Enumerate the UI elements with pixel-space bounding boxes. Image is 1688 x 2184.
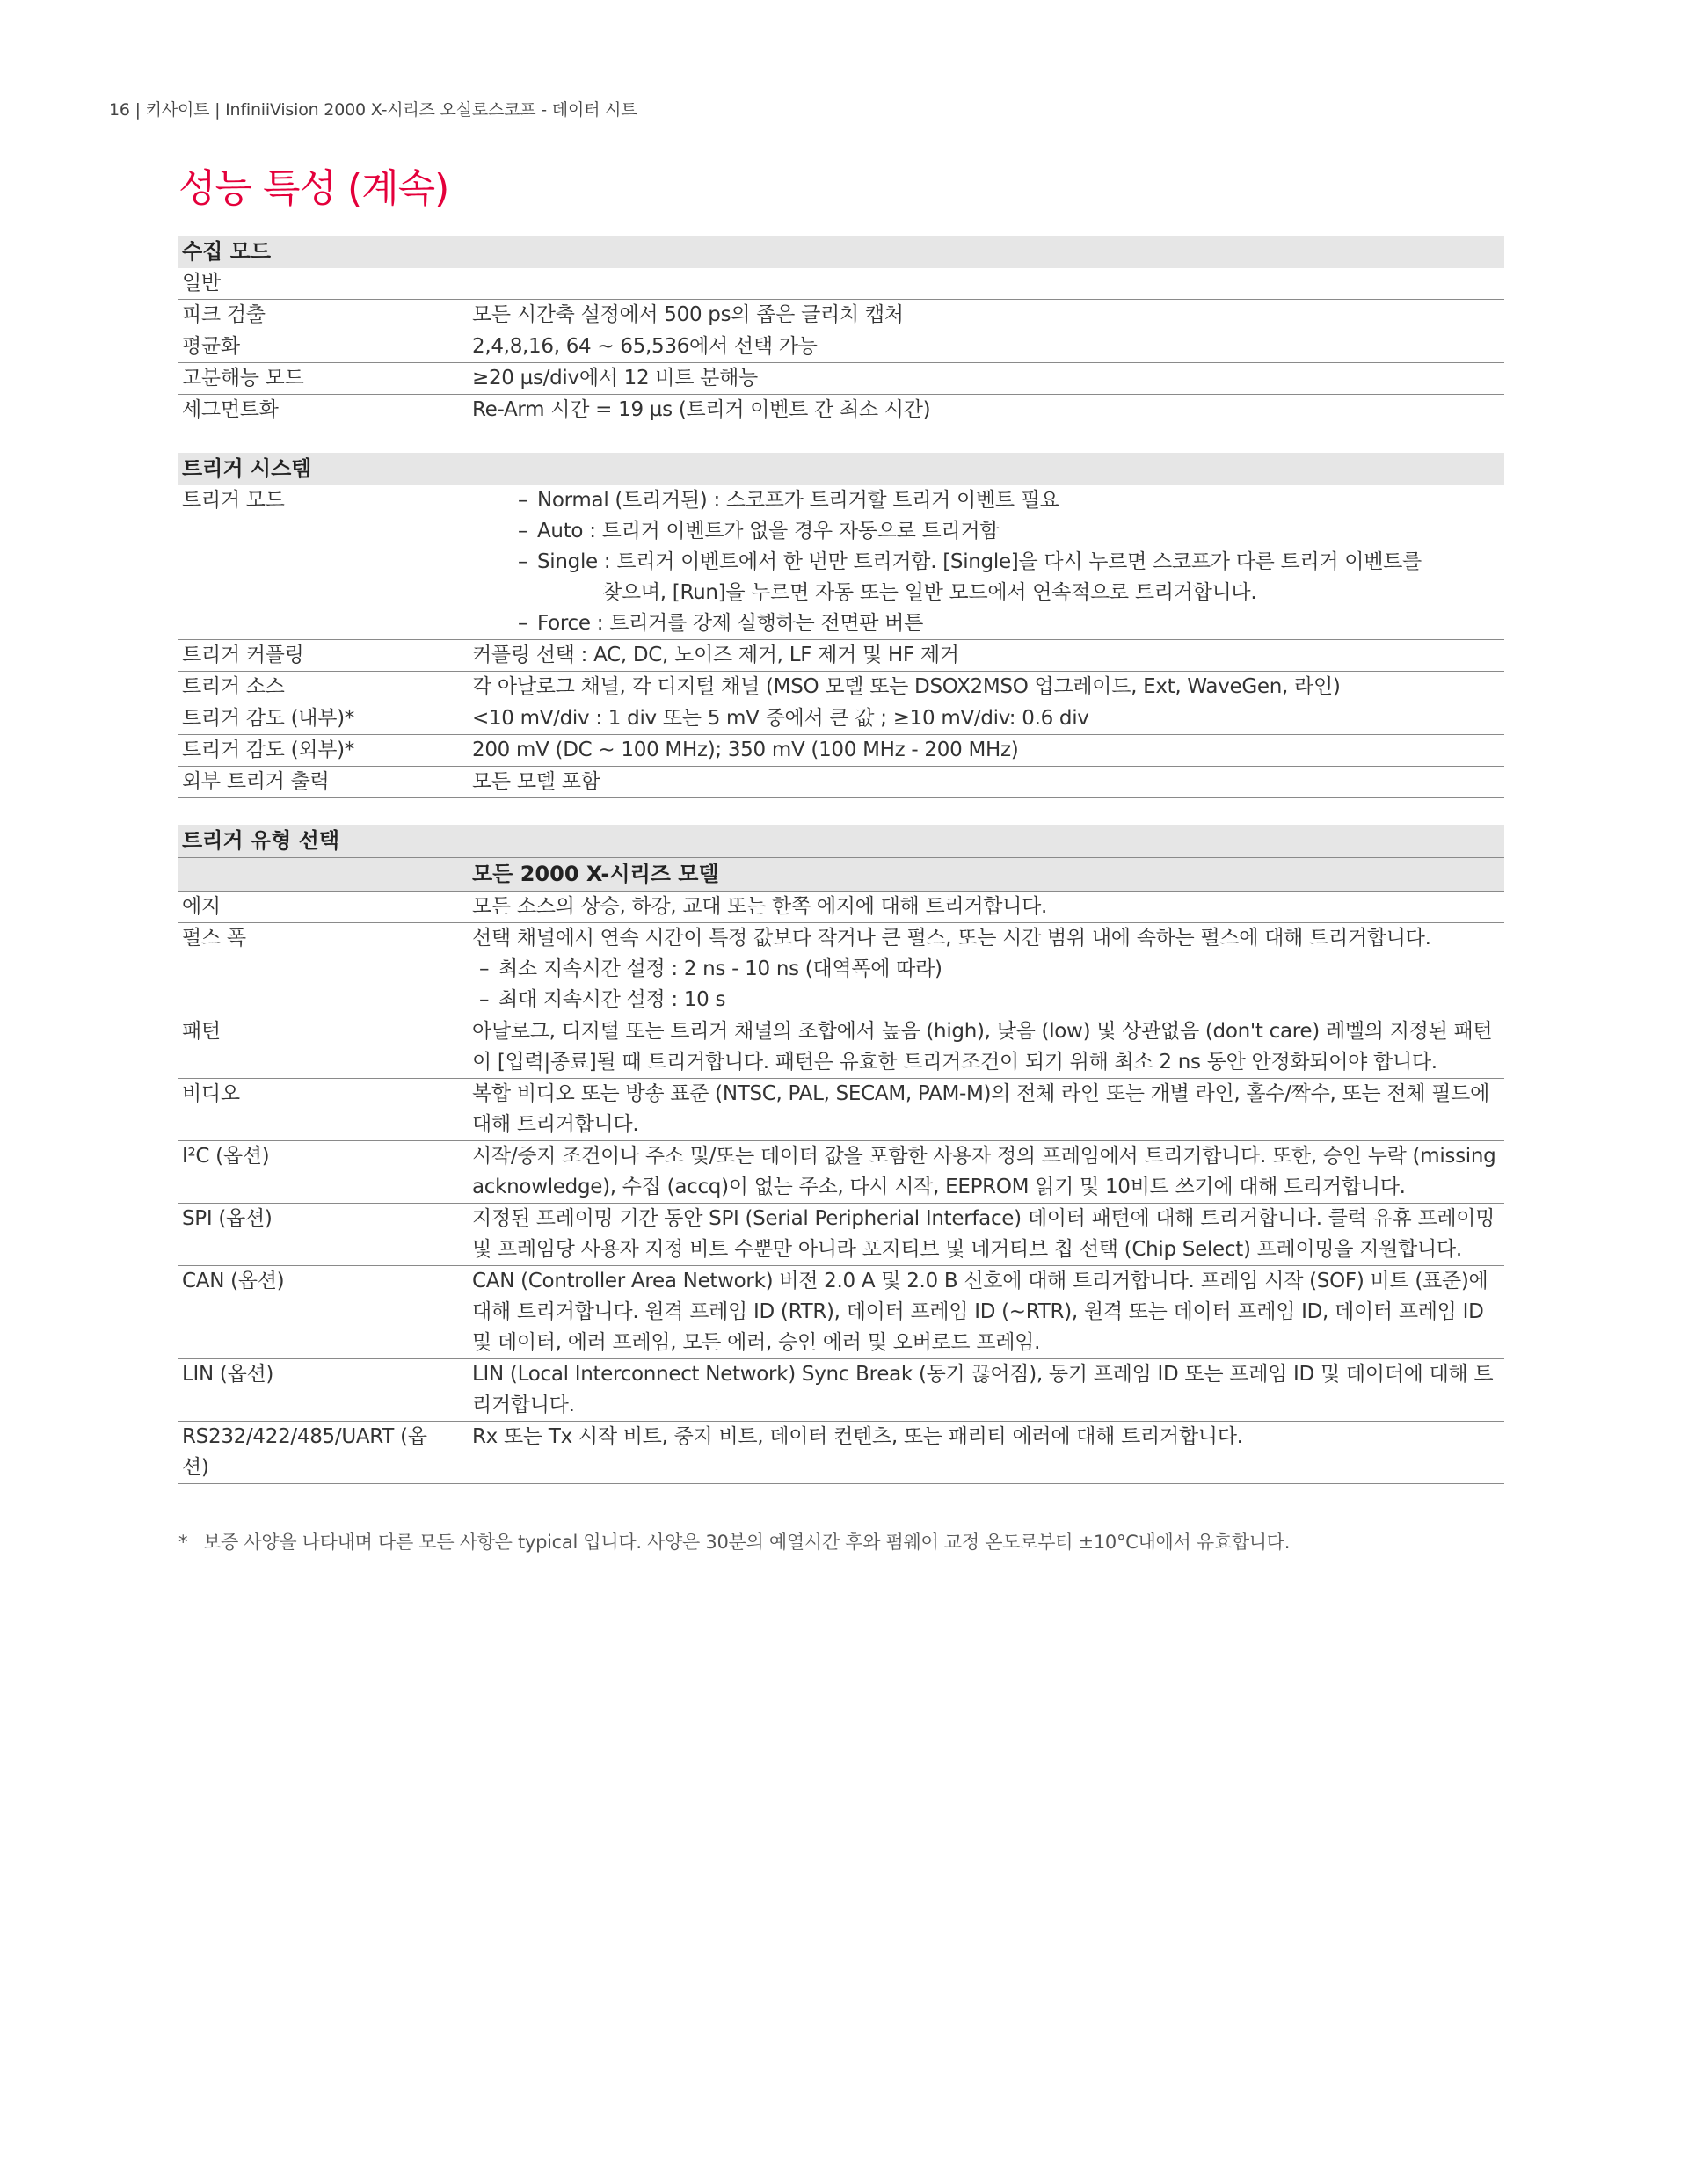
- row-value: 아날로그, 디지털 또는 트리거 채널의 조합에서 높음 (high), 낮음 (low) 및 상관없음 (don't care) 레벨의 지정된 패턴이 [입력|종료]될 때 트리거합니다. 패턴은 유효한 트리거조건이 되기 위해 최소 2 ns 동안 안정화되어야 합니다.: [472, 1020, 1493, 1074]
- table-row: [178, 923, 1504, 1016]
- table-row: [178, 1266, 1504, 1359]
- list-item: – Force : 트리거를 강제 실행하는 전면판 버튼: [511, 608, 1504, 639]
- row-label: 에지: [182, 895, 221, 918]
- table-row: [178, 1204, 1504, 1266]
- table-row: [178, 1079, 1504, 1141]
- row-value: 각 아날로그 채널, 각 디지털 채널 (MSO 모델 또는 DSOX2MSO 업그레이드, Ext, WaveGen, 라인): [472, 675, 1341, 698]
- acquisition-heading: 수집 모드: [178, 236, 1504, 268]
- row-value: 커플링 선택 : AC, DC, 노이즈 제거, LF 제거 및 HF 제거: [472, 644, 959, 666]
- trigger-mode-single-continued: 찾으며, [Run]을 누르면 자동 또는 일반 모드에서 연속적으로 트리거합니다.: [602, 581, 1257, 604]
- row-label: 트리거 커플링: [182, 644, 304, 666]
- row-value: Re-Arm 시간 = 19 µs (트리거 이벤트 간 최소 시간): [472, 398, 931, 421]
- row-value: [472, 485, 1504, 639]
- row-label: 피크 검출: [182, 303, 266, 326]
- list-item: – 최대 지속시간 설정 : 10 s: [472, 985, 1504, 1016]
- table-row: [178, 1422, 1504, 1484]
- row-label: 트리거 감도 (내부)*: [182, 707, 354, 730]
- row-value: [472, 923, 1504, 1016]
- footnote: [178, 1528, 1290, 1554]
- row-value: 모든 소스의 상승, 하강, 교대 또는 한쪽 에지에 대해 트리거합니다.: [472, 895, 1048, 918]
- table-row: [178, 268, 1504, 299]
- row-value: LIN (Local Interconnect Network) Sync Break (동기 끊어짐), 동기 프레임 ID 또는 프레임 ID 및 데이터에 대해 트리거합니다.: [472, 1363, 1494, 1416]
- table-row: [178, 672, 1504, 703]
- trigger-mode-list: [511, 608, 1504, 639]
- spec-content: [178, 236, 1504, 1511]
- trigger-mode-list: [511, 485, 1504, 578]
- table-row: [178, 891, 1504, 923]
- acquisition-section: [178, 236, 1504, 426]
- table-row: [178, 299, 1504, 331]
- list-item: – Normal (트리거된) : 스코프가 트리거할 트리거 이벤트 필요: [511, 485, 1504, 516]
- row-label: 비디오: [182, 1082, 240, 1105]
- row-value: CAN (Controller Area Network) 버전 2.0 A 및 2.0 B 신호에 대해 트리거합니다. 프레임 시작 (SOF) 비트 (표준)에 대해 트리거합니다. 원격 프레임 ID (RTR), 데이터 프레임 ID (~RTR), 원격 또는 데이터 프레임 ID, 데이터 프레임 ID 및 데이터, 에러 프레임, 모든 에러, 승인 에러 및 오버로드 프레임.: [472, 1270, 1488, 1354]
- trigger-types-section: [178, 825, 1504, 1484]
- row-value: 모든 모델 포함: [472, 770, 600, 793]
- list-item: – Single : 트리거 이벤트에서 한 번만 트리거함. [Single]을 다시 누르면 스코프가 다른 트리거 이벤트를: [511, 547, 1504, 578]
- row-value: 2,4,8,16, 64 ~ 65,536에서 선택 가능: [472, 335, 818, 358]
- list-item: – 최소 지속시간 설정 : 2 ns - 10 ns (대역폭에 따라): [472, 954, 1504, 985]
- row-label: 세그먼트화: [182, 398, 279, 421]
- table-row: [178, 331, 1504, 363]
- row-label: 트리거 모드: [182, 489, 285, 512]
- row-value: 지정된 프레이밍 기간 동안 SPI (Serial Peripherial Interface) 데이터 패턴에 대해 트리거합니다. 클럭 유휴 프레이밍 및 프레임당 사용자 지정 비트 수뿐만 아니라 포지티브 및 네거티브 칩 선택 (Chip Select) 프레이밍을 지원합니다.: [472, 1207, 1495, 1261]
- table-row: [178, 735, 1504, 767]
- row-label: 트리거 감도 (외부)*: [182, 739, 354, 761]
- footnote-mark: *: [178, 1532, 188, 1553]
- table-row: [178, 1016, 1504, 1079]
- table-row: [178, 1141, 1504, 1204]
- row-label: I²C (옵션): [182, 1145, 270, 1168]
- row-label: LIN (옵션): [182, 1363, 274, 1386]
- row-value: 모든 시간축 설정에서 500 ps의 좁은 글리치 캡처: [472, 303, 904, 326]
- row-label: 트리거 소스: [182, 675, 285, 698]
- row-label: CAN (옵션): [182, 1270, 285, 1292]
- page-header: 16 | 키사이트 | InfiniiVision 2000 X-시리즈 오실로스코프 - 데이터 시트: [109, 100, 637, 120]
- row-value: ≥20 µs/div에서 12 비트 분해능: [472, 367, 758, 389]
- pulse-width-desc: 선택 채널에서 연속 시간이 특정 값보다 작거나 큰 펄스, 또는 시간 범위 내에 속하는 펄스에 대해 트리거합니다.: [472, 927, 1431, 950]
- row-value: 200 mV (DC ~ 100 MHz); 350 mV (100 MHz - 200 MHz): [472, 739, 1019, 761]
- row-label: RS232/422/485/UART (옵션): [182, 1425, 427, 1479]
- trigger-system-section: [178, 453, 1504, 798]
- row-label: SPI (옵션): [182, 1207, 273, 1230]
- pulse-width-list: [472, 954, 1504, 1016]
- row-label: 패턴: [182, 1020, 221, 1043]
- row-value: 시작/중지 조건이나 주소 및/또는 데이터 값을 포함한 사용자 정의 프레임에서 트리거합니다. 또한, 승인 누락 (missing acknowledge), 수집 (accq)이 없는 주소, 다시 시작, EEPROM 읽기 및 10비트 쓰기에 대해 트리거합니다.: [472, 1145, 1496, 1198]
- row-value: [472, 268, 1504, 299]
- row-label: 고분해능 모드: [182, 367, 304, 389]
- row-label: 일반: [182, 272, 221, 295]
- table-row: [178, 767, 1504, 798]
- table-row: [178, 1359, 1504, 1422]
- row-label: 외부 트리거 출력: [182, 770, 330, 793]
- table-row: [178, 363, 1504, 395]
- trigger-system-heading: 트리거 시스템: [178, 453, 1504, 485]
- list-item: – Auto : 트리거 이벤트가 없을 경우 자동으로 트리거함: [511, 516, 1504, 547]
- row-value: 복합 비디오 또는 방송 표준 (NTSC, PAL, SECAM, PAM-M)의 전체 라인 또는 개별 라인, 홀수/짝수, 또는 전체 필드에 대해 트리거합니다.: [472, 1082, 1489, 1136]
- trigger-types-subheading: 모든 2000 X-시리즈 모델: [178, 857, 1504, 891]
- footnote-text: 보증 사양을 나타내며 다른 모든 사항은 typical 입니다. 사양은 30분의 예열시간 후와 펌웨어 교정 온도로부터 ±10°C내에서 유효합니다.: [203, 1532, 1291, 1553]
- row-label: 평균화: [182, 335, 240, 358]
- table-row: [178, 395, 1504, 426]
- table-row: [178, 639, 1504, 672]
- page-title: 성능 특성 (계속): [178, 166, 449, 211]
- row-value: Rx 또는 Tx 시작 비트, 중지 비트, 데이터 컨텐츠, 또는 패리티 에러에 대해 트리거합니다.: [472, 1425, 1243, 1448]
- row-label: 펄스 폭: [182, 927, 246, 950]
- trigger-mode-row: [178, 485, 1504, 639]
- table-row: [178, 703, 1504, 735]
- trigger-types-heading: 트리거 유형 선택: [178, 825, 1504, 857]
- row-value: <10 mV/div : 1 div 또는 5 mV 중에서 큰 값 ; ≥10 mV/div: 0.6 div: [472, 707, 1089, 730]
